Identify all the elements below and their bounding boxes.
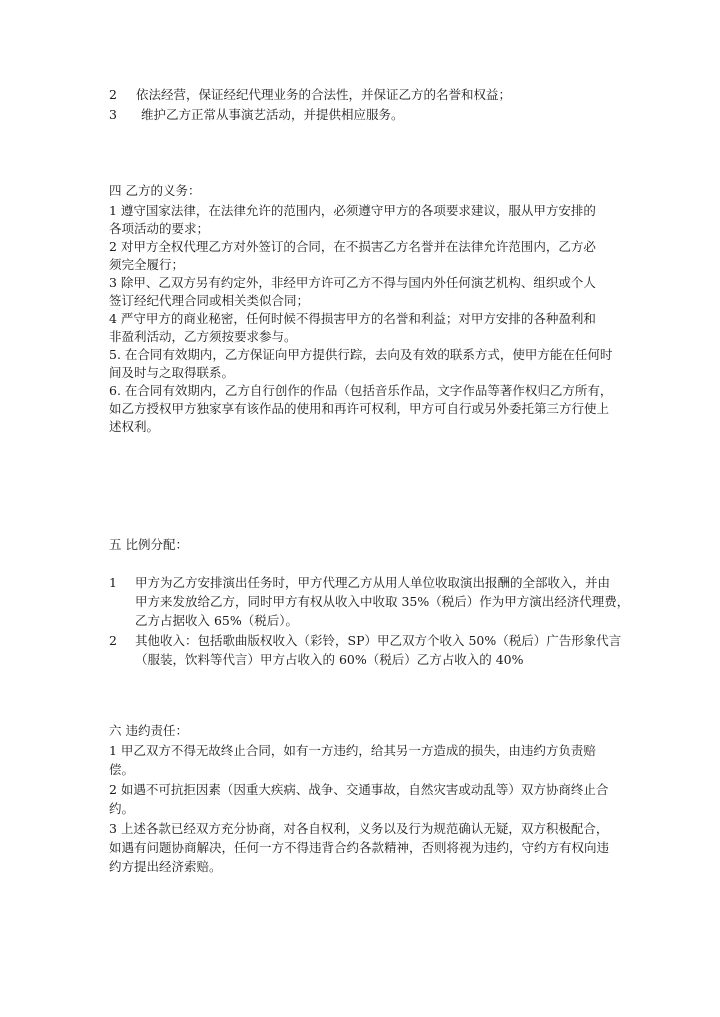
item-number: 3 [109,107,117,122]
paragraph-line: 如乙方授权甲方独家享有该作品的使用和再许可权利，甲方可自行或另外委托第三方行使上 [109,401,610,416]
paragraph-line: 述权利。 [109,419,160,434]
numbered-item-1 [109,574,610,592]
section-heading: 四 乙方的义务： [109,183,201,198]
paragraph-line: 约方提出经济索赔。 [109,859,222,874]
paragraph-line: 甲方为乙方安排演出任务时，甲方代理乙方从用人单位收取演出报酬的全部收入，并由 [135,575,611,590]
item-text: 依法经营，保证经纪代理业务的合法性，并保证乙方的名誉和权益； [136,87,512,102]
paragraph-line: 如遇有问题协商解决，任何一方不得违背合约各款精神，否则将视为违约，守约方有权向违 [109,840,610,855]
paragraph-line: 5. 在合同有效期内，乙方保证向甲方提供行踪，去向及有效的联系方式，使甲方能在任何时 [109,347,613,362]
paragraph-line: 3 上述各款已经双方充分协商，对各自权利，义务以及行为规范确认无疑，双方积极配合， [109,821,609,836]
obligation-item-3 [109,106,404,124]
section-heading: 六 违约责任： [109,723,188,738]
paragraph-line: 偿。 [109,762,135,777]
paragraph-line: 2 如遇不可抗拒因素（因重大疾病、战争、交通事故，自然灾害或动乱等）双方协商终止合 [109,782,609,797]
paragraph-line: （服装，饮料等代言）甲方占收入的 60%（税后）乙方占收入的 40% [135,652,524,667]
item-number: 2 [109,87,117,102]
paragraph-line: 乙方占据收入 65%（税后）。 [135,613,299,628]
paragraph-line: 甲方来发放给乙方，同时甲方有权从收入中收取 35%（税后）作为甲方演出经济代理费， [135,594,630,609]
paragraph-line: 非盈利活动，乙方须按要求参与。 [109,329,297,344]
item-number: 1 [109,575,117,590]
paragraph-line: 间及时与之取得联系。 [109,365,235,380]
paragraph-line: 须完全履行； [109,257,185,272]
paragraph-line: 其他收入：包括歌曲版权收入（彩铃，SP）甲乙双方个收入 50%（税后）广告形象代言 [135,633,622,648]
item-text: 维护乙方正常从事演艺活动，并提供相应服务。 [141,107,404,122]
paragraph-line: 2 对甲方全权代理乙方对外签订的合同，在不损害乙方名誉并在法律允许范围内，乙方必 [109,239,596,254]
section-heading: 五 比例分配： [109,537,188,552]
paragraph-line: 约。 [109,801,135,816]
paragraph-line: 3 除甲、乙双方另有约定外，非经甲方许可乙方不得与国内外任何演艺机构、组织或个人 [109,275,596,290]
paragraph-line: 4 严守甲方的商业秘密，任何时候不得损害甲方的名誉和利益；对甲方安排的各种盈利和 [109,311,596,326]
paragraph-line: 1 遵守国家法律，在法律允许的范围内，必须遵守甲方的各项要求建议，服从甲方安排的 [109,203,596,218]
paragraph-line: 签订经纪代理合同或相关类似合同； [109,293,310,308]
numbered-item-2 [109,632,621,650]
obligation-item-2 [109,86,511,104]
paragraph-line: 各项活动的要求； [109,221,210,236]
item-number: 2 [109,633,117,648]
paragraph-line: 1 甲乙双方不得无故终止合同，如有一方违约，给其另一方造成的损失，由违约方负责赔 [109,743,596,758]
paragraph-line: 6. 在合同有效期内，乙方自行创作的作品（包括音乐作品，文字作品等著作权归乙方所有， [109,383,613,398]
